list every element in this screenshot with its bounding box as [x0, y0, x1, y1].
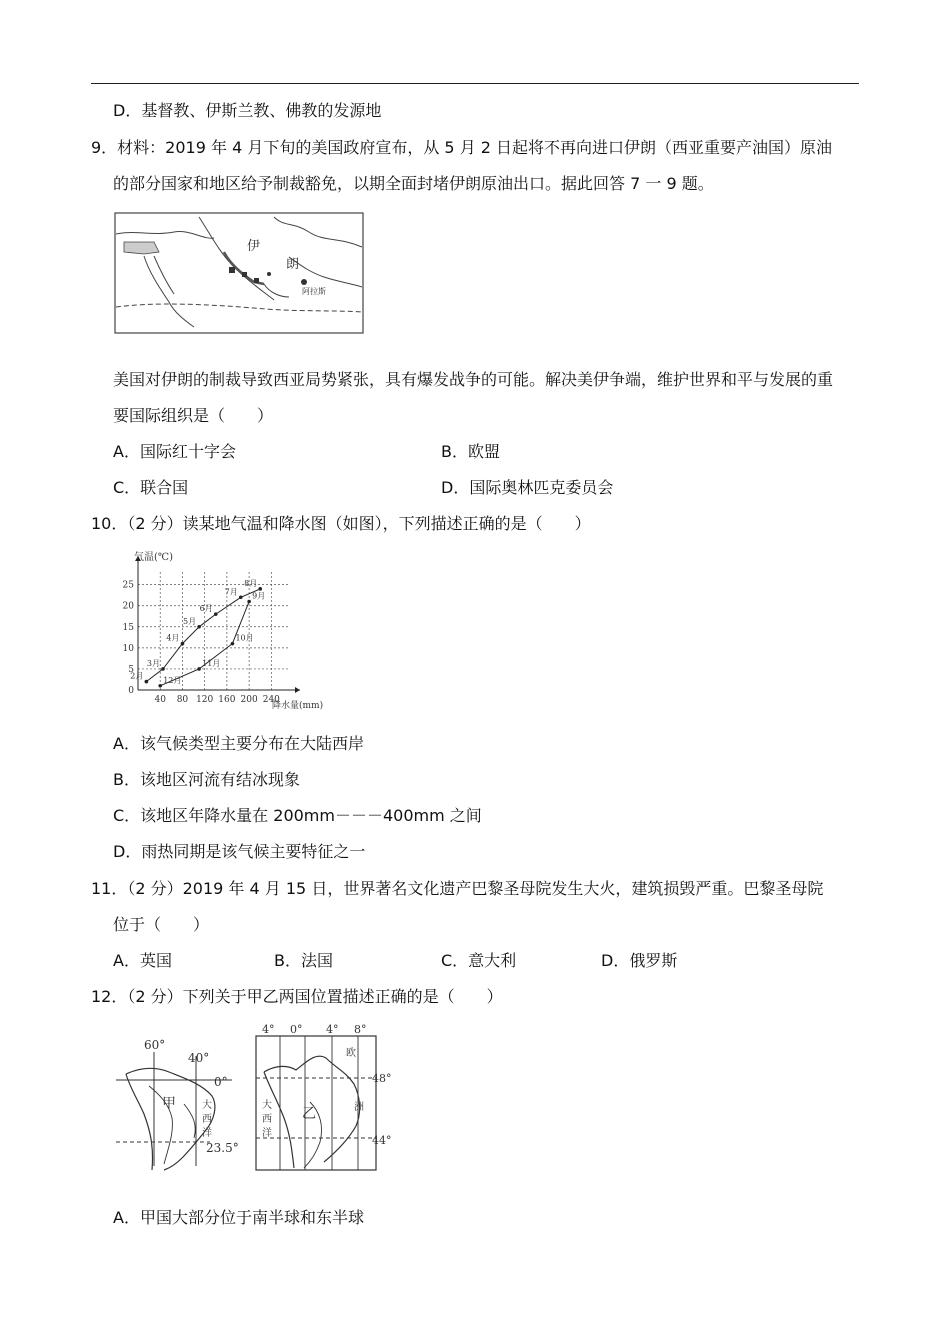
- q9-option-a: A．国际红十字会: [113, 442, 236, 461]
- yi-ocean-3: 洋: [262, 1128, 272, 1139]
- x-tick-label: 80: [176, 695, 189, 705]
- x-tick-label: 200: [240, 695, 258, 705]
- data-point: [247, 600, 251, 604]
- yi-ocean-2: 西: [262, 1114, 272, 1125]
- y-tick-label: 10: [122, 643, 134, 654]
- jia-lon-40: 40°: [188, 1051, 210, 1065]
- y-tick-label: 20: [122, 601, 134, 612]
- q11-option-a: A．英国: [113, 951, 172, 970]
- data-point: [145, 680, 149, 684]
- chart-ylabel: 气温(℃): [134, 552, 173, 563]
- q11-option-c: C．意大利: [441, 951, 517, 970]
- point-label: 3月: [146, 658, 160, 668]
- x-tick-label: 160: [218, 695, 236, 705]
- middle-east-map: [114, 212, 364, 334]
- data-point: [231, 642, 235, 646]
- header-rule: [91, 83, 859, 84]
- x-tick-label: 40: [154, 695, 166, 705]
- data-point: [258, 587, 262, 591]
- x-tick-label: 120: [196, 695, 214, 705]
- y-tick-label: 15: [122, 622, 134, 633]
- data-point: [239, 595, 243, 599]
- x-tick-label: 240: [262, 695, 280, 705]
- y-tick-label: 25: [122, 580, 134, 591]
- point-label: 9月: [252, 591, 266, 601]
- point-label: 2月: [130, 671, 144, 681]
- yi-lon-2: 0°: [290, 1023, 303, 1036]
- yi-country: 乙: [302, 1106, 316, 1122]
- yi-lat-48: 48°: [372, 1072, 392, 1085]
- jia-lat-0: 0°: [214, 1075, 228, 1089]
- point-label: 5月: [183, 616, 197, 626]
- jia-lon-60: 60°: [144, 1038, 166, 1052]
- data-point: [214, 612, 218, 616]
- point-label: 10月: [235, 633, 254, 643]
- q11-stem-line2: 位于（ ）: [113, 915, 210, 934]
- jia-lat-tropic: 23.5°: [206, 1141, 239, 1155]
- q8-option-d: D．基督教、伊斯兰教、佛教的发源地: [113, 101, 382, 120]
- yi-region-2: 洲: [354, 1102, 364, 1113]
- q9-stem-line2: 的部分国家和地区给予制裁豁免，以期全面封堵伊朗原油出口。据此回答 7 一 9 题。: [113, 174, 714, 193]
- q9-option-b: B．欧盟: [441, 442, 500, 461]
- data-point: [197, 625, 201, 629]
- yi-region-1: 欧: [346, 1048, 356, 1059]
- yi-lat-44: 44°: [372, 1134, 392, 1147]
- chart-axes: [123, 556, 300, 705]
- q10-option-a: A．该气候类型主要分布在大陆西岸: [113, 734, 364, 753]
- map-label-iran-1: 伊: [247, 239, 261, 254]
- jia-country: 甲: [162, 1096, 176, 1112]
- climate-chart: [114, 548, 324, 714]
- map-jia: [114, 1034, 244, 1174]
- q12-stem: 12．（2 分）下列关于甲乙两国位置描述正确的是（ ）: [91, 987, 503, 1006]
- yi-lon-1: 4°: [262, 1023, 275, 1036]
- yi-ocean-1: 大: [262, 1100, 272, 1111]
- data-point: [158, 684, 162, 688]
- q10-stem: 10．（2 分）读某地气温和降水图（如图），下列描述正确的是（ ）: [91, 514, 591, 533]
- q10-option-b: B．该地区河流有结冰现象: [113, 770, 300, 789]
- yi-lon-4: 8°: [354, 1023, 367, 1036]
- point-label: 6月: [199, 604, 213, 614]
- q10-option-d: D．雨热同期是该气候主要特征之一: [113, 842, 366, 861]
- jia-ocean-1: 大: [202, 1100, 212, 1111]
- q11-option-d: D．俄罗斯: [601, 951, 678, 970]
- q9-stem-line1: 9．材料：2019 年 4 月下旬的美国政府宣布，从 5 月 2 日起将不再向进口伊朗（西亚重要产油国）原油: [91, 138, 833, 157]
- q11-option-b: B．法国: [274, 951, 333, 970]
- y-tick-label: 0: [128, 686, 134, 696]
- point-label: 4月: [166, 633, 180, 643]
- x-axis-arrow: [295, 687, 300, 693]
- chart-grid: [138, 572, 288, 690]
- map-yi: [250, 1022, 398, 1174]
- point-label: 8月: [244, 578, 258, 588]
- chart-xlabel: 降水量(mm): [272, 701, 324, 711]
- jia-ocean-3: 洋: [202, 1128, 212, 1139]
- q9-question-line1: 美国对伊朗的制裁导致西亚局势紧张，具有爆发战争的可能。解决美伊争端，维护世界和平与发展的重: [113, 370, 834, 389]
- q10-option-c: C．该地区年降水量在 200mm－－－400mm 之间: [113, 806, 482, 825]
- jia-ocean-2: 西: [202, 1114, 212, 1125]
- y-tick-label: 5: [128, 664, 134, 675]
- point-label: 12月: [163, 675, 182, 685]
- q9-option-d: D．国际奥林匹克委员会: [441, 478, 614, 497]
- q11-stem-line1: 11．（2 分）2019 年 4 月 15 日，世界著名文化遗产巴黎圣母院发生大火，建筑损毁严重。巴黎圣母院: [91, 879, 824, 898]
- map-label-iran-2: 朗: [286, 257, 300, 272]
- data-point: [181, 642, 185, 646]
- point-label: 11月: [202, 658, 221, 668]
- data-point: [197, 667, 201, 671]
- yi-lon-3: 4°: [326, 1023, 339, 1036]
- map-label-basin: 阿拉斯: [302, 287, 326, 296]
- q9-question-line2: 要国际组织是（ ）: [113, 406, 274, 425]
- q12-option-a: A．甲国大部分位于南半球和东半球: [113, 1208, 364, 1227]
- point-label: 7月: [224, 587, 238, 597]
- q9-option-c: C．联合国: [113, 478, 189, 497]
- data-point: [161, 667, 165, 671]
